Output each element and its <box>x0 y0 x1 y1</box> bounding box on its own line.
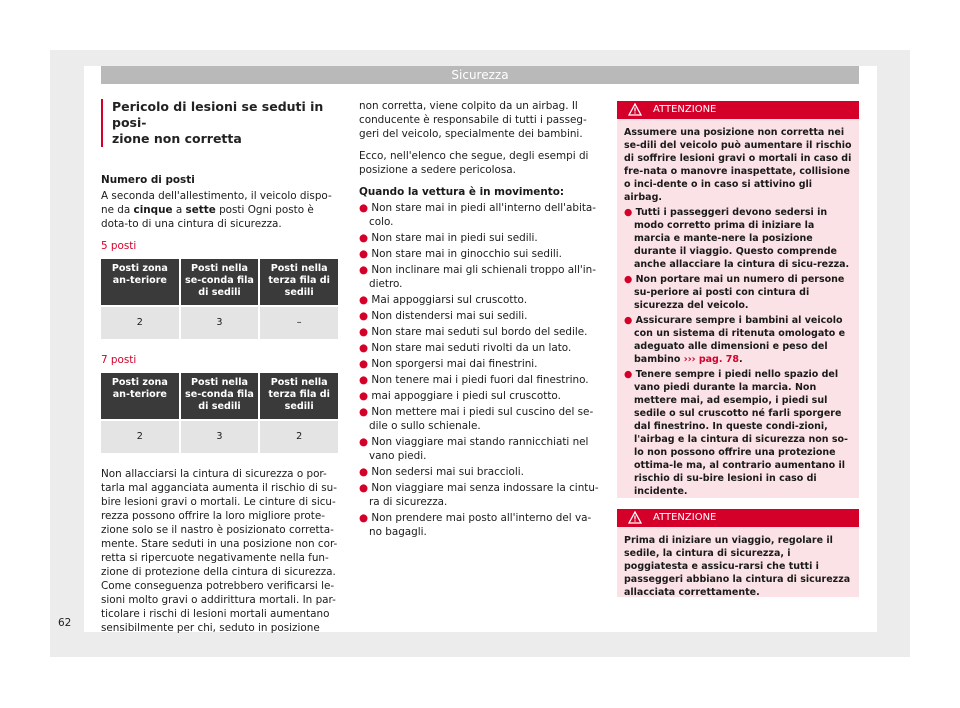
table-5-caption: 5 posti <box>101 240 137 252</box>
danger-list-item: ● Non tenere mai i piedi fuori dal finestrino. <box>359 374 589 386</box>
danger-list-item: ● Mai appoggiarsi sul cruscotto. <box>359 294 528 306</box>
danger-list-item: ● Non distendersi mai sui sedili. <box>359 310 528 322</box>
column-middle <box>359 99 601 541</box>
warning-body <box>617 527 859 599</box>
seven-label: sette <box>185 204 216 216</box>
danger-list-item: ● Non mettere mai i piedi sul cuscino del se-dile o sullo schienale. <box>359 406 594 432</box>
table-header: Posti nella se-conda fila di sedili <box>181 373 259 419</box>
danger-list-item: ● Non sporgersi mai dai finestrini. <box>359 358 538 370</box>
danger-list-item: ● Non viaggiare mai senza indossare la cintu-ra di sicurezza. <box>359 482 599 508</box>
movement-subtitle: Quando la vettura è in movimento: <box>359 186 565 198</box>
page-reference-link[interactable]: ››› pag. 78 <box>683 354 739 365</box>
danger-list-item: ● Non sedersi mai sui braccioli. <box>359 466 524 478</box>
warning-header <box>617 509 859 527</box>
page-number: 62 <box>58 617 72 629</box>
table-cell: – <box>260 305 338 339</box>
warning-bullet: ● Tutti i passeggeri devono sedersi in modo corretto prima di iniziare la marcia e mante-nere la posizione durante il viaggio. Questo comprende anche allacciare la cintura di sicu-rezza. <box>624 207 850 270</box>
table-cell: 2 <box>260 419 338 453</box>
five-label: cinque <box>133 204 173 216</box>
danger-list-item: ● Non inclinare mai gli schienali troppo all'in-dietro. <box>359 264 596 290</box>
seats-table-5 <box>99 259 340 339</box>
warning-triangle-icon <box>628 511 642 524</box>
table-cell: 3 <box>181 305 259 339</box>
section-title-line-1: Pericolo di lesioni se seduti in posi- <box>112 99 324 130</box>
danger-list-item: ● Non viaggiare mai stando rannicchiati nel vano piedi. <box>359 436 589 462</box>
chapter-header: Sicurezza <box>101 66 859 84</box>
responsibility-paragraph: non corretta, viene colpito da un airbag. Il conducente è responsabile di tutti i passeg-geri del veicolo, specialmente dei bambini. <box>359 100 587 140</box>
table-header: Posti nella terza fila di sedili <box>260 373 338 419</box>
section-title <box>101 99 342 147</box>
warning-bullet: ● Tenere sempre i piedi nello spazio del vano piedi durante la marcia. Non mettere mai, ad esempio, i piedi sul sedile o sul cruscotto né farli sporgere dal finestrino. In queste condi-zioni, l'airbag e la cintura di sicurezza non so-lo non possono offrire una protezione ottima-le ma, al contrario aumentano il rischio di su-bire lesioni in caso di incidente. <box>624 369 848 497</box>
danger-list-item: ● Non stare mai seduti rivolti da un lato. <box>359 342 572 354</box>
warning-intro: Assumere una posizione non corretta nei se-dili del veicolo può aumentare il rischio di soffrire lesioni gravi o mortali in caso di fre-nata o manovre inaspettate, collisione o inci-dente o in caso si attivino gli airbag. <box>624 127 852 203</box>
warning-title: ATTENZIONE <box>653 512 717 523</box>
warning-bullet: ● Assicurare sempre i bambini al veicolo con un sistema di ritenuta omologato e adeguato alle dimensioni e peso del bambino ››› pag. 78. <box>624 315 846 365</box>
seatbelt-paragraph: Non allacciarsi la cintura di sicurezza o por-tarla mal agganciata aumenta il rischio di su-bire lesioni gravi o mortali. Le cinture di sicu-rezza possono offrire la loro migliore prote-zione solo se il nastro è posizionato corretta-mente. Stare seduti in una posizione non cor-retta si ripercuote negativamente nella fun-zione di protezione della cintura di sicurezza. Come conseguenza potrebbero verificarsi le-sioni molto gravi o addirittura mortali. In par-ticolare i rischi di lesioni mortali aumentano sensibilmente per chi, seduto in posizione <box>101 468 338 634</box>
table-header: Posti zona an-teriore <box>101 259 179 305</box>
danger-list-item: ● Non stare mai in piedi sui sedili. <box>359 232 538 244</box>
warning-triangle-icon <box>628 103 642 116</box>
table-7-caption: 7 posti <box>101 354 137 366</box>
table-cell: 2 <box>101 305 179 339</box>
danger-list-item: ● Non stare mai in piedi all'interno dell'abita-colo. <box>359 202 597 228</box>
danger-list-item: ● Non prendere mai posto all'interno del va-no bagagli. <box>359 512 592 538</box>
danger-list-item: ● mai appoggiare i piedi sul cruscotto. <box>359 390 561 402</box>
warning-bullet: ● Non portare mai un numero di persone su-periore ai posti con cintura di sicurezza del veicolo. <box>624 274 845 311</box>
table-header: Posti nella terza fila di sedili <box>260 259 338 305</box>
section-title-line-2: zione non corretta <box>112 131 242 146</box>
warning-text: Prima di iniziare un viaggio, regolare il sedile, la cintura di sicurezza, i poggiatesta e assicu-rarsi che tutti i passeggeri abbiano la cintura di sicurezza allacciata correttamente. <box>624 535 851 598</box>
danger-list-item: ● Non stare mai in ginocchio sui sedili. <box>359 248 562 260</box>
warning-box-1 <box>617 101 859 498</box>
table-cell: 2 <box>101 419 179 453</box>
examples-paragraph: Ecco, nell'elenco che segue, degli esempi di posizione a sedere pericolosa. <box>359 150 589 176</box>
danger-list <box>359 201 601 539</box>
warning-box-2 <box>617 509 859 597</box>
seats-intro: A seconda dell'allestimento, il veicolo dispo-ne da cinque a sette posti Ogni posto è dota-to di una cintura di sicurezza. <box>101 190 332 230</box>
warning-title: ATTENZIONE <box>653 104 717 115</box>
warning-body <box>617 119 859 498</box>
table-cell: 3 <box>181 419 259 453</box>
seats-table-7 <box>99 373 340 453</box>
danger-list-item: ● Non stare mai seduti sul bordo del sedile. <box>359 326 588 338</box>
table-header: Posti zona an-teriore <box>101 373 179 419</box>
warning-header <box>617 101 859 119</box>
column-left <box>101 99 342 643</box>
table-header: Posti nella se-conda fila di sedili <box>181 259 259 305</box>
seats-subtitle: Numero di posti <box>101 174 195 186</box>
